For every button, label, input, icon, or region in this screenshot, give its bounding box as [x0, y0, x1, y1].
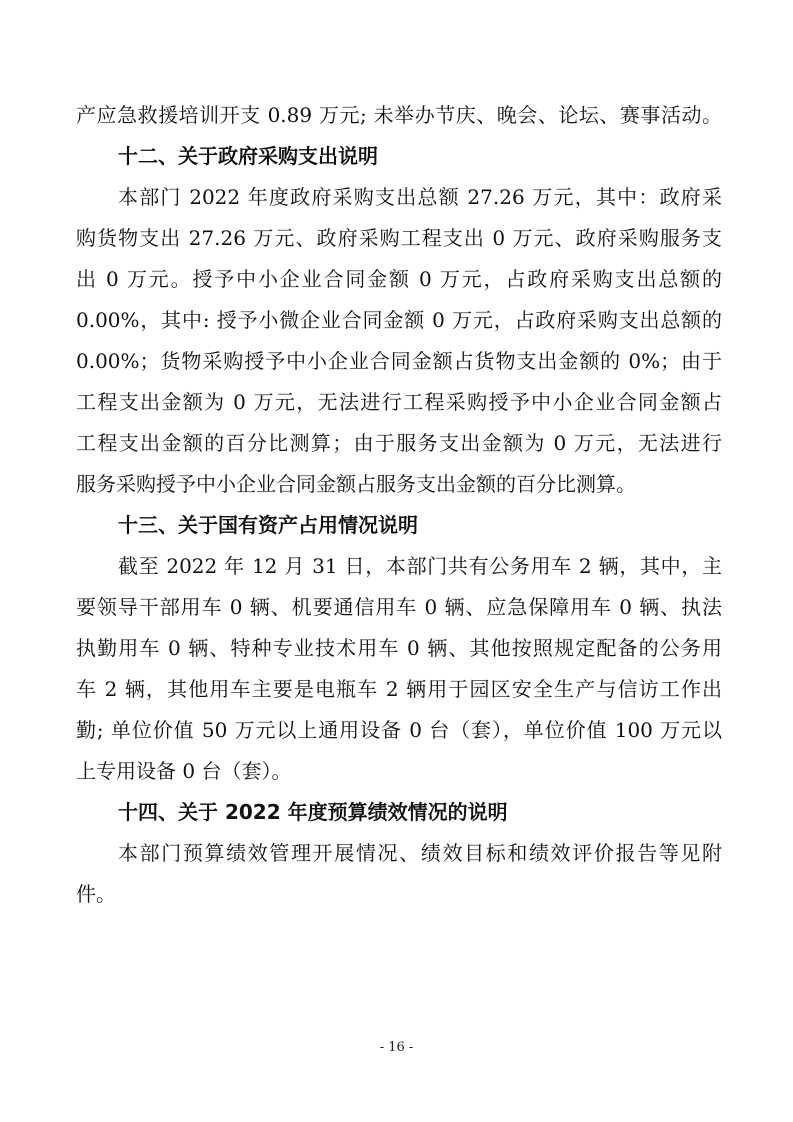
paragraph-line: 勤; 单位价值 50 万元以上通用设备 0 台（套），单位价值 100 万元以	[76, 718, 722, 742]
paragraph-line: 件。	[76, 882, 116, 906]
paragraph-line: 购货物支出 27.26 万元、政府采购工程支出 0 万元、政府采购服务支	[76, 226, 722, 250]
paragraph-line: 截至 2022 年 12 月 31 日，本部门共有公务用车 2 辆，其中，主	[118, 554, 722, 578]
section-heading-12: 十二、关于政府采购支出说明	[118, 144, 378, 168]
paragraph-line: 出 0 万元。授予中小企业合同金额 0 万元，占政府采购支出总额的	[76, 267, 722, 291]
paragraph-line: 车 2 辆，其他用车主要是电瓶车 2 辆用于园区安全生产与信访工作出	[76, 677, 722, 701]
page-number: - 16 -	[379, 1040, 414, 1055]
paragraph-line: 服务采购授予中小企业合同金额占服务支出金额的百分比测算。	[76, 472, 636, 496]
section-heading-14: 十四、关于 2022 年度预算绩效情况的说明	[118, 800, 508, 824]
paragraph-line: 本部门预算绩效管理开展情况、绩效目标和绩效评价报告等见附	[118, 841, 722, 865]
paragraph-line: 执勤用车 0 辆、特种专业技术用车 0 辆、其他按照规定配备的公务用	[76, 636, 722, 660]
paragraph-line: 工程支出金额为 0 万元，无法进行工程采购授予中小企业合同金额占	[76, 390, 722, 414]
section-heading-13: 十三、关于国有资产占用情况说明	[118, 513, 418, 537]
document-body	[76, 95, 722, 915]
paragraph-line: 要领导干部用车 0 辆、机要通信用车 0 辆、应急保障用车 0 辆、执法	[76, 595, 722, 619]
paragraph-line: 0.00%；货物采购授予中小企业合同金额占货物支出金额的 0%；由于	[76, 349, 722, 373]
paragraph-line: 本部门 2022 年度政府采购支出总额 27.26 万元，其中：政府采	[118, 185, 722, 209]
paragraph-line: 产应急救援培训开支 0.89 万元; 未举办节庆、晚会、论坛、赛事活动。	[76, 103, 722, 127]
paragraph-line: 0.00%，其中: 授予小微企业合同金额 0 万元，占政府采购支出总额的	[76, 308, 722, 332]
paragraph-line: 上专用设备 0 台（套）。	[76, 759, 292, 783]
paragraph-line: 工程支出金额的百分比测算；由于服务支出金额为 0 万元，无法进行	[76, 431, 722, 455]
